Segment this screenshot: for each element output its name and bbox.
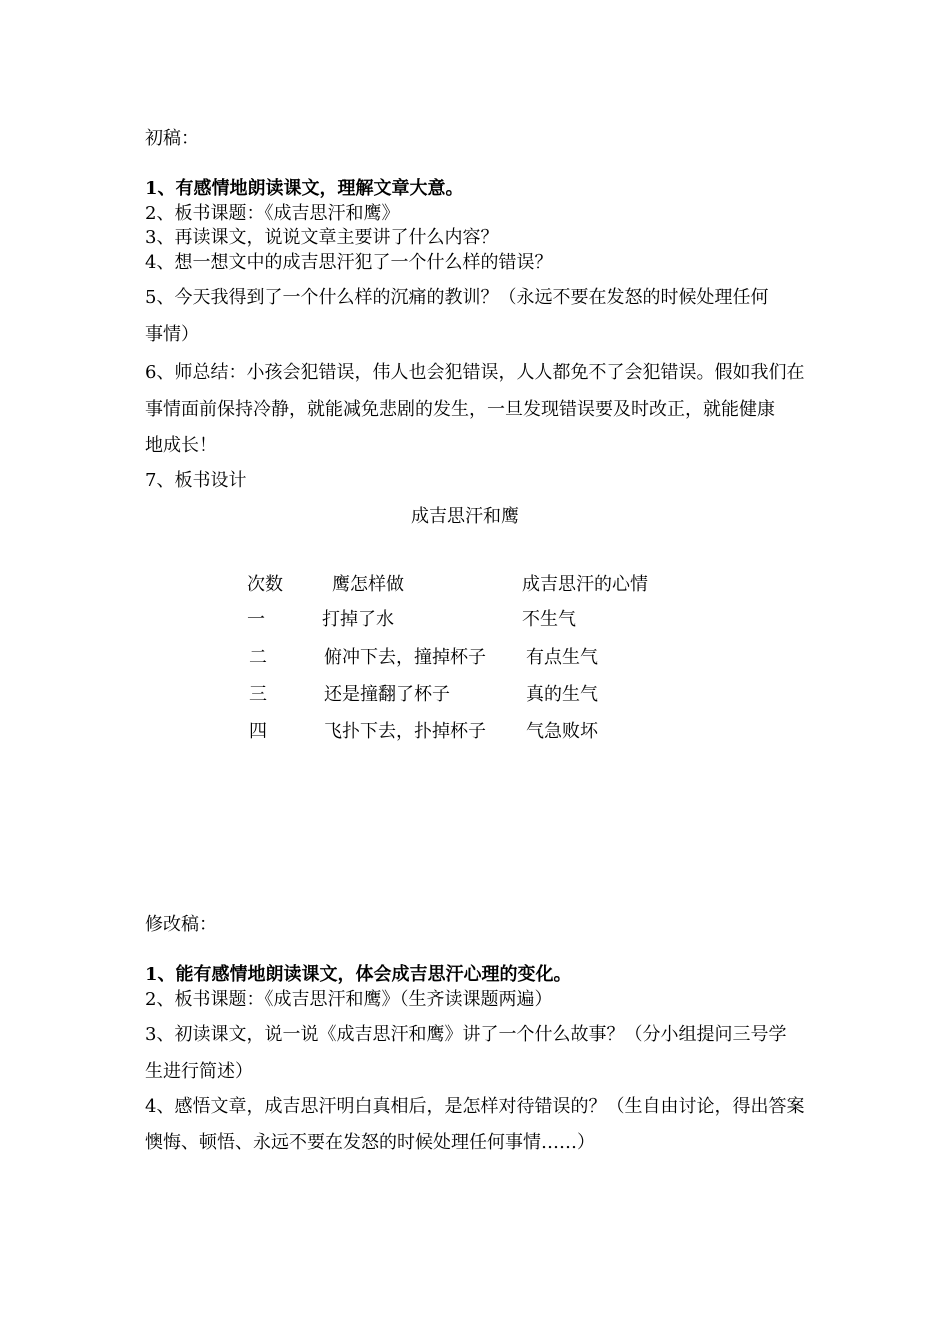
board-row-2-count: 二 <box>249 647 267 668</box>
draft-item-4: 4、想一想文中的成吉思汗犯了一个什么样的错误？ <box>145 252 553 273</box>
draft-item-5-cont: 事情） <box>145 324 199 345</box>
draft-item-6: 6、师总结：小孩会犯错误，伟人也会犯错误，人人都免不了会犯错误。假如我们在 <box>145 362 805 383</box>
board-title: 成吉思汗和鹰 <box>411 506 519 527</box>
board-row-4-count: 四 <box>249 721 267 742</box>
board-row-2-mood: 有点生气 <box>526 647 598 668</box>
draft-heading: 初稿： <box>145 128 199 149</box>
revision-item-2: 2、板书课题：《成吉思汗和鹰》（生齐读课题两遍） <box>145 989 553 1010</box>
board-row-4-mood: 气急败坏 <box>526 721 598 742</box>
draft-item-2: 2、板书课题：《成吉思汗和鹰》 <box>145 203 400 224</box>
board-header-mood: 成吉思汗的心情 <box>522 574 648 595</box>
revision-item-4: 4、感悟文章，成吉思汗明白真相后，是怎样对待错误的？（生自由讨论，得出答案 <box>145 1096 805 1117</box>
revision-item-3: 3、初读课文，说一说《成吉思汗和鹰》讲了一个什么故事？（分小组提问三号学 <box>145 1024 787 1045</box>
draft-item-6-cont: 事情面前保持冷静，就能减免悲剧的发生，一旦发现错误要及时改正，就能健康 <box>145 399 775 420</box>
board-row-3-eagle: 还是撞翻了杯子 <box>324 684 450 705</box>
draft-item-7: 7、板书设计 <box>145 470 247 491</box>
draft-item-6-end: 地成长！ <box>145 435 217 456</box>
board-row-1-eagle: 打掉了水 <box>322 609 394 630</box>
board-header-eagle: 鹰怎样做 <box>332 574 404 595</box>
draft-item-5: 5、今天我得到了一个什么样的沉痛的教训？（永远不要在发怒的时候处理任何 <box>145 287 769 308</box>
board-row-2-eagle: 俯冲下去，撞掉杯子 <box>324 647 486 668</box>
board-header-count: 次数 <box>247 574 283 595</box>
revision-item-3-cont: 生进行简述） <box>145 1061 253 1082</box>
board-row-3-mood: 真的生气 <box>526 684 598 705</box>
revision-item-1: 1、能有感情地朗读课文，体会成吉思汗心理的变化。 <box>145 964 572 985</box>
revision-heading: 修改稿： <box>145 914 217 935</box>
draft-item-1: 1、有感情地朗读课文，理解文章大意。 <box>145 178 464 199</box>
revision-item-4-cont: 懊悔、顿悟、永远不要在发怒的时候处理任何事情……） <box>145 1132 595 1153</box>
board-row-1-mood: 不生气 <box>522 609 576 630</box>
draft-item-3: 3、再读课文，说说文章主要讲了什么内容？ <box>145 227 499 248</box>
board-row-4-eagle: 飞扑下去，扑掉杯子 <box>324 721 486 742</box>
board-row-1-count: 一 <box>247 609 265 630</box>
board-row-3-count: 三 <box>249 684 267 705</box>
